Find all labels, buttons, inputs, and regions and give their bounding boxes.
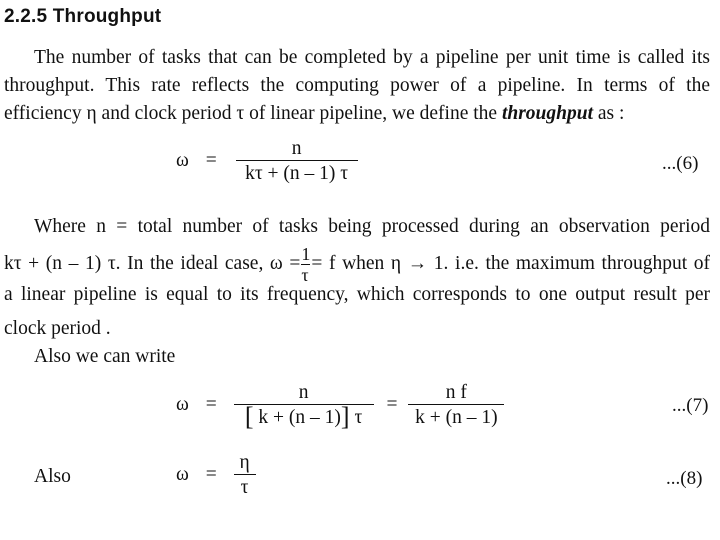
- paragraph-line: throughput. This rate reflects the computing power of a pipeline. In terms of the: [4, 75, 710, 96]
- paragraph-line: a linear pipeline is equal to its frequency, which corresponds to one output result per: [4, 284, 710, 305]
- numerator: n f: [445, 382, 467, 403]
- equation-number: ...(8): [666, 468, 703, 489]
- denominator-text: k + (n – 1): [258, 407, 341, 428]
- open-bracket: [: [244, 402, 254, 431]
- equals-sign: =: [205, 393, 217, 415]
- denominator: kτ + (n – 1) τ: [236, 160, 358, 185]
- equals-sign: =: [386, 393, 398, 415]
- paragraph-line: [4, 244, 710, 285]
- equation-number: ...(6): [662, 153, 699, 174]
- also-label: Also: [34, 466, 71, 487]
- paragraph-text: = f when η → 1. i.e. the maximum throughput of: [311, 252, 710, 274]
- denominator: k + (n – 1): [408, 404, 504, 429]
- definition-paragraph: [4, 210, 710, 346]
- denominator-text: τ: [354, 407, 363, 428]
- numerator: 1: [301, 244, 311, 264]
- also-we-can-write: Also we can write: [34, 346, 176, 367]
- numerator: n: [291, 138, 302, 159]
- omega-symbol: ω: [176, 149, 189, 171]
- paragraph-line: clock period .: [4, 318, 111, 339]
- denominator: τ: [301, 265, 309, 285]
- paragraph-line: The number of tasks that can be completed by a pipeline per unit time is called its: [34, 47, 710, 68]
- omega-symbol: ω: [176, 463, 189, 485]
- fraction: [234, 452, 256, 499]
- equation-7: [176, 382, 504, 429]
- equation-number: ...(7): [672, 395, 709, 416]
- close-bracket: ]: [340, 402, 350, 431]
- equals-sign: =: [205, 149, 217, 171]
- throughput-term: throughput: [501, 103, 593, 124]
- fraction: [234, 382, 374, 429]
- denominator: [234, 404, 374, 429]
- paragraph-text: kτ + (n – 1) τ. In the ideal case, ω =: [4, 252, 301, 274]
- equals-sign: =: [205, 463, 217, 485]
- fraction: [236, 138, 358, 185]
- fraction: [408, 382, 504, 429]
- paragraph-line: [4, 100, 710, 128]
- intro-paragraph: [4, 44, 710, 128]
- paragraph-line: Where n = total number of tasks being processed during an observation period: [34, 216, 710, 237]
- paragraph-text: efficiency η and clock period τ of linear pipeline, we define the: [4, 103, 502, 124]
- denominator: τ: [234, 474, 256, 499]
- numerator: n: [298, 382, 309, 403]
- equation-8: [176, 452, 256, 499]
- paragraph-text: as :: [593, 103, 625, 124]
- section-heading: 2.2.5 Throughput: [4, 6, 162, 27]
- numerator: η: [239, 452, 250, 473]
- omega-symbol: ω: [176, 393, 189, 415]
- equation-6: [176, 138, 358, 185]
